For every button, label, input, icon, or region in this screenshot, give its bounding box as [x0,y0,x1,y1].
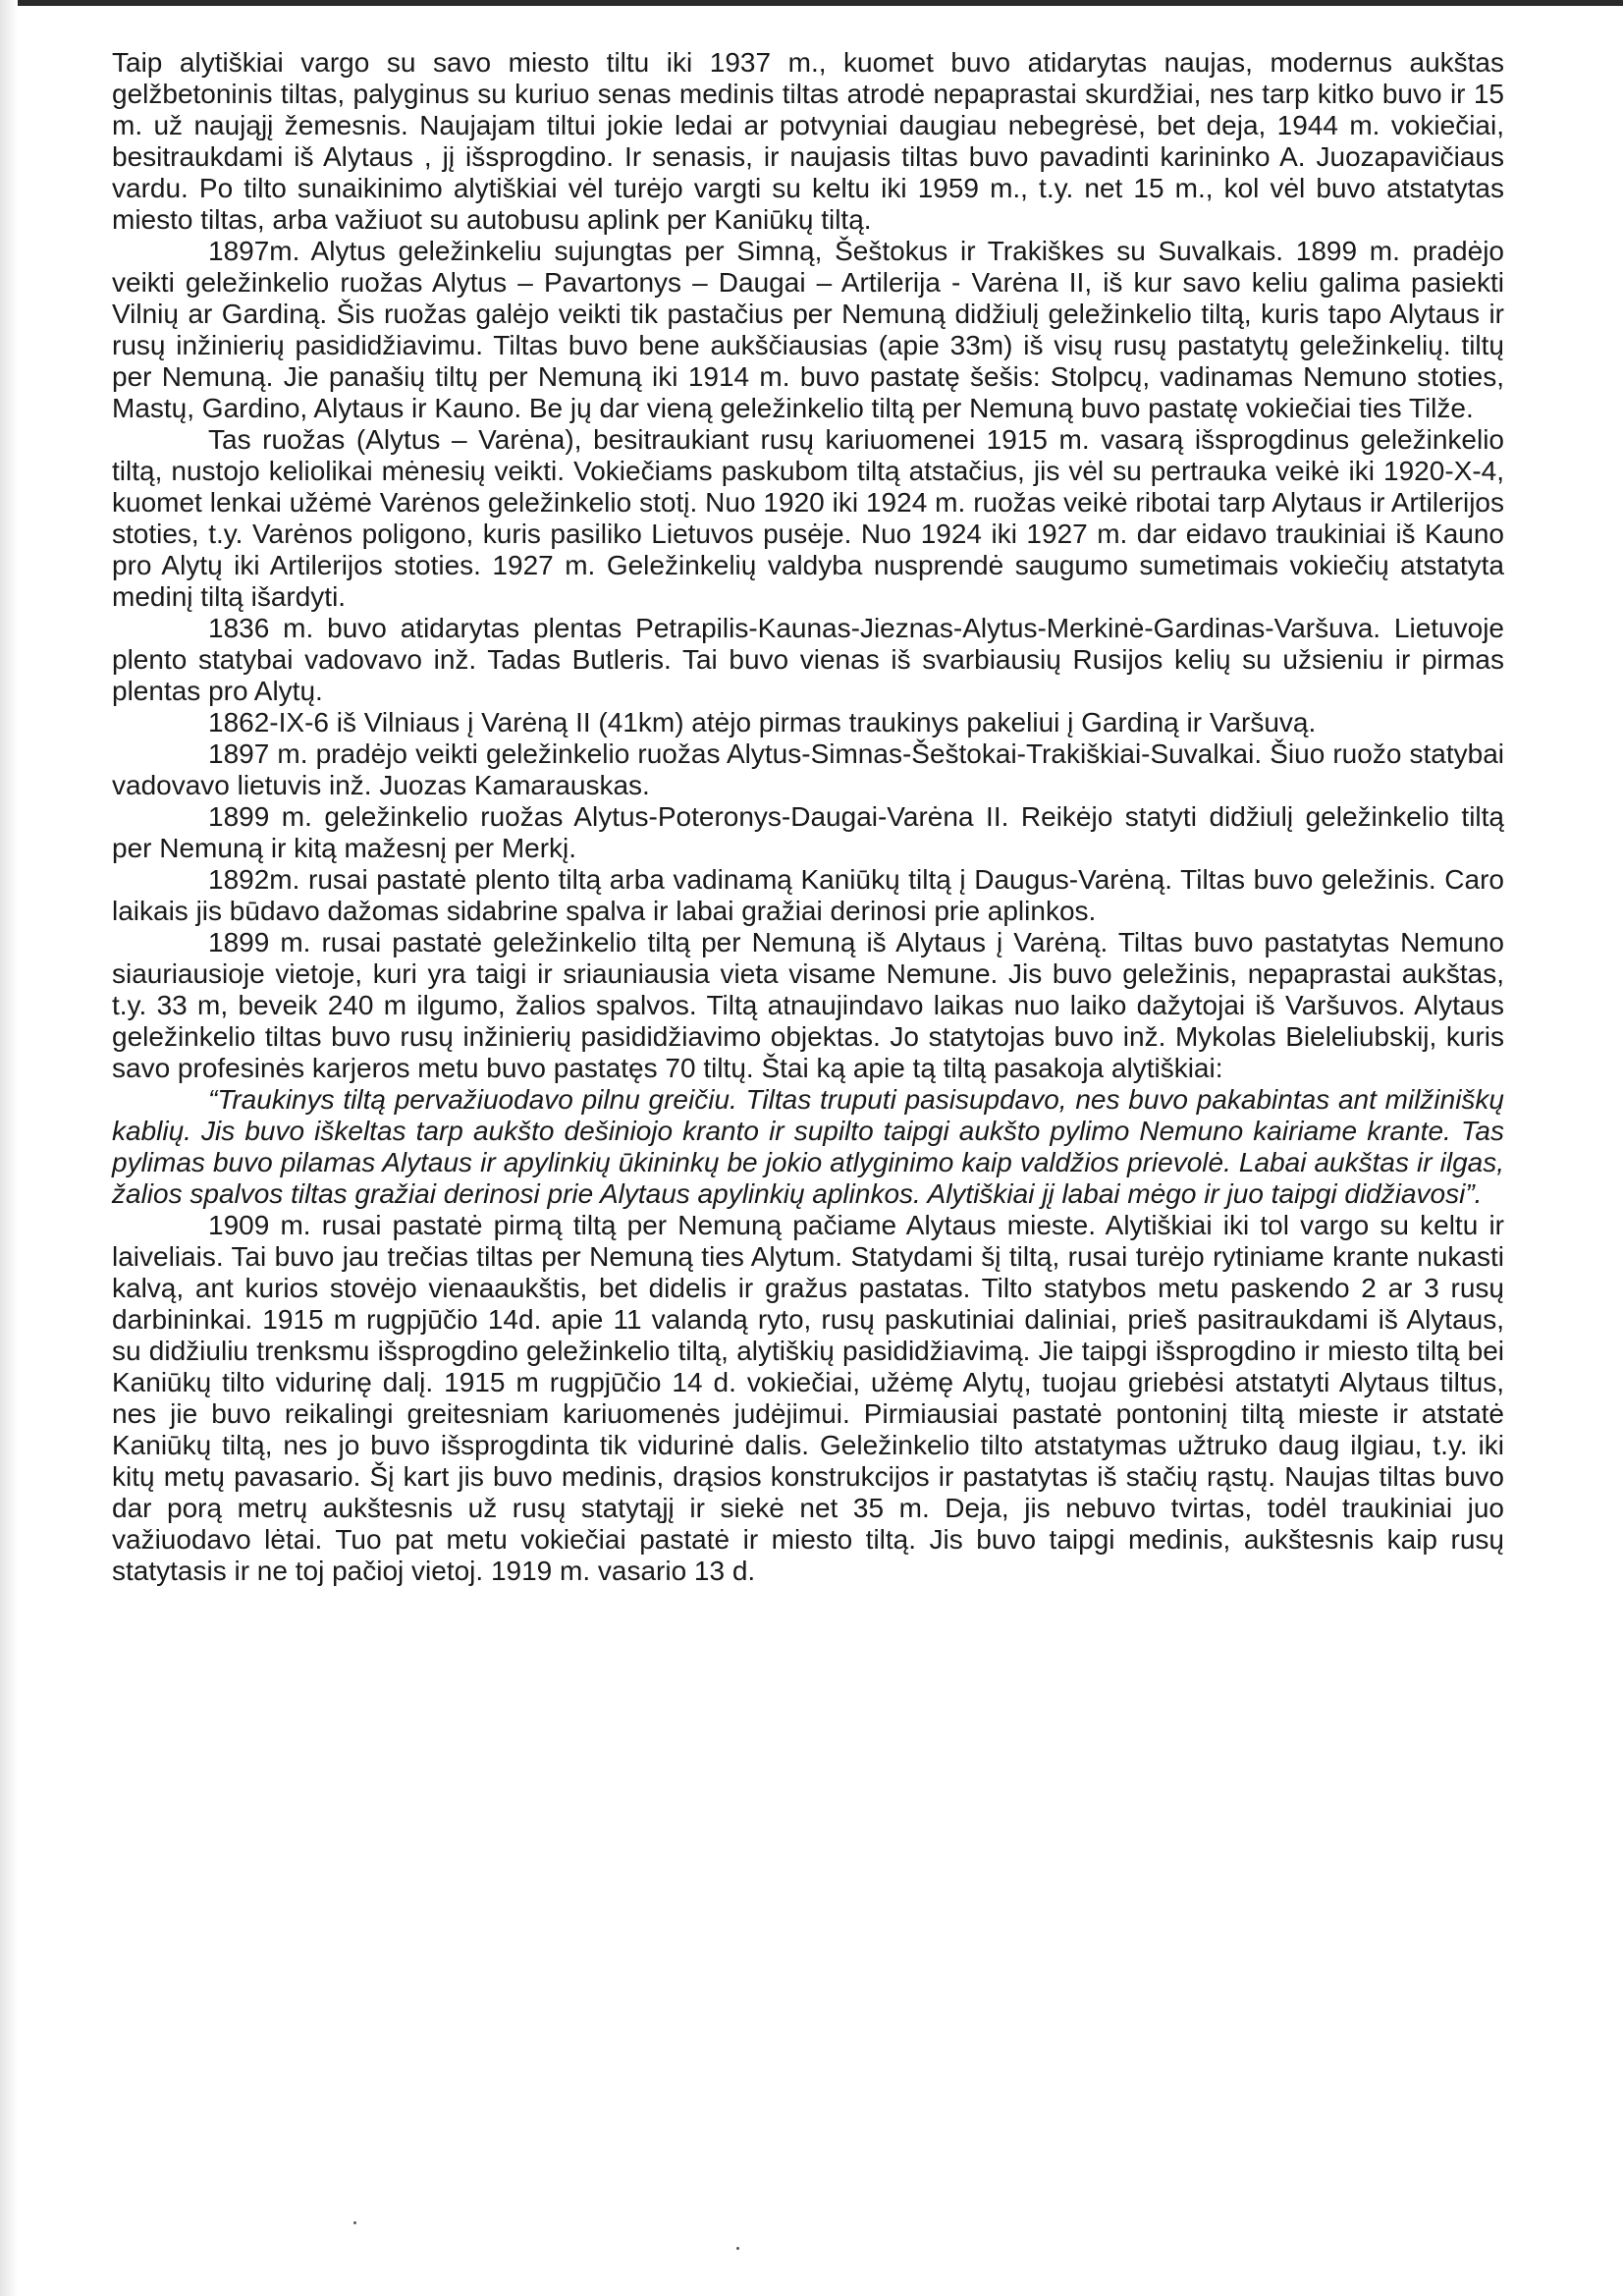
paragraph-railway-1897: 1897m. Alytus geležinkeliu sujungtas per Simną, Šeštokus ir Trakiškes su Suvalkais. 1899 m. pradėjo veikti geležinkelio ruožas Alytus – Pavartonys – Daugai – Artilerija - Varėna II, iš kur savo keliu galima pasiekti Vilnių ar Gardiną. Šis ruožas galėjo veikti tik pastačius per Nemuną didžiulį geležinkelio tiltą, kuris tapo Alytaus ir rusų inžinierių pasididžiavimu. Tiltas buvo bene aukščiausias (apie 33m) iš visų rusų pastatytų geležinkelių. tiltų per Nemuną. Jie panašių tiltų per Nemuną iki 1914 m. buvo pastatę šešis: Stolpcų, vadinamas Nemuno stoties, Mastų, Gardino, Alytaus ir Kauno. Be jų dar vieną geležinkelio tiltą per Nemuną buvo pastatę vokiečiai ties Tilže. [112,236,1504,423]
scan-speck [353,2221,356,2224]
scan-left-shadow [0,0,18,2296]
paragraph-bridge-1937: Taip alytiškiai vargo su savo miesto tiltu iki 1937 m., kuomet buvo atidarytas naujas, modernus aukštas gelžbetoninis tiltas, palyginus su kuriuo senas medinis tiltas atrodė nepaprastai skurdžiai, nes tarp kitko buvo ir 15 m. už naująjį žemesnis. Naujajam tiltui jokie ledai ar potvyniai daugiau nebegrėsė, bet deja, 1944 m. vokiečiai, besitraukdami iš Alytaus , jį išsprogdino. Ir senasis, ir naujasis tiltas buvo pavadinti karininko A. Juozapavičiaus vardu. Po tilto sunaikinimo alytiškiai vėl turėjo vargti su keltu iki 1959 m., t.y. net 15 m., kol vėl buvo atstatytas miesto tiltas, arba važiuot su autobusu aplink per Kaniūkų tiltą. [112,47,1504,235]
paragraph-highway-1836: 1836 m. buvo atidarytas plentas Petrapilis-Kaunas-Jieznas-Alytus-Merkinė-Gardinas-Varšuva. Lietuvoje plento statybai vadovavo inž. Tadas Butleris. Tai buvo vienas iš svarbiausių Rusijos kelių su užsieniu ir pirmas plentas pro Alytų. [112,613,1504,706]
scan-top-edge [0,0,1623,6]
paragraph-railway-1899: 1899 m. geležinkelio ruožas Alytus-Poteronys-Daugai-Varėna II. Reikėjo statyti didžiulį geležinkelio tiltą per Nemuną ir kitą mažesnį per Merkį. [112,801,1504,863]
paragraph-railway-1897-suvalkai: 1897 m. pradėjo veikti geležinkelio ruožas Alytus-Simnas-Šeštokai-Trakiškiai-Suvalkai. Šiuo ruožo statybai vadovavo lietuvis inž. Juozas Kamarauskas. [112,738,1504,800]
paragraph-alytus-varena-line: Tas ruožas (Alytus – Varėna), besitraukiant rusų kariuomenei 1915 m. vasarą išsprogdinus geležinkelio tiltą, nustojo keliolikai mėnesių veikti. Vokiečiams paskubom tiltą atstačius, jis vėl su pertrauka veikė iki 1920-X-4, kuomet lenkai užėmė Varėnos geležinkelio stotį. Nuo 1920 iki 1924 m. ruožas veikė ribotai tarp Alytaus ir Artilerijos stoties, t.y. Varėnos poligono, kuris pasiliko Lietuvos pusėje. Nuo 1924 iki 1927 m. dar eidavo traukiniai iš Kauno pro Alytų iki Artilerijos stoties. 1927 m. Geležinkelių valdyba nusprendė saugumo sumetimais vokiečių atstatyta medinį tiltą išardyti. [112,424,1504,612]
paragraph-kaniukai-bridge-1892: 1892m. rusai pastatė plento tiltą arba vadinamą Kaniūkų tiltą į Daugus-Varėną. Tiltas buvo geležinis. Caro laikais jis būdavo dažomas sidabrine spalva ir labai gražiai derinosi prie aplinkos. [112,864,1504,926]
scan-speck [736,2247,739,2250]
paragraph-city-bridge-1909: 1909 m. rusai pastatė pirmą tiltą per Nemuną pačiame Alytaus mieste. Alytiškiai iki tol vargo su keltu ir laiveliais. Tai buvo jau trečias tiltas per Nemuną ties Alytum. Statydami šį tiltą, rusai turėjo rytiniame krante nukasti kalvą, ant kurios stovėjo vienaaukštis, bet didelis ir gražus pastatas. Tilto statybos metu paskendo 2 ar 3 rusų darbininkai. 1915 m rugpjūčio 14d. apie 11 valandą ryto, rusų paskutiniai daliniai, prieš pasitraukdami iš Alytaus, su didžiuliu trenksmu išsprogdino geležinkelio tiltą, alytiškių pasididžiavimą. Jie taipgi išsprogdino ir miesto tiltą bei Kaniūkų tilto vidurinę dalį. 1915 m rugpjūčio 14 d. vokiečiai, užėmę Alytų, tuojau griebėsi atstatyti Alytaus tiltus, nes jie buvo reikalingi greitesniam kariuomenės judėjimui. Pirmiausiai pastatė pontoninį tiltą mieste ir atstatė Kaniūkų tiltą, nes jo buvo išsprogdinta tik vidurinė dalis. Geležinkelio tilto atstatymas užtruko daug ilgiau, t.y. iki kitų metų pavasario. Šį kart jis buvo medinis, drąsios konstrukcijos ir pastatytas iš stačių rąstų. Naujas tiltas buvo dar porą metrų aukštesnis už rusų statytąjį ir siekė net 35 m. Deja, jis nebuvo tvirtas, todėl traukiniai juo važiuodavo lėtai. Tuo pat metu vokiečiai pastatė ir miesto tiltą. Jis buvo taipgi medinis, aukštesnis kaip rusų statytasis ir ne toj pačioj vietoj. 1919 m. vasario 13 d. [112,1210,1504,1586]
paragraph-railway-bridge-1899: 1899 m. rusai pastatė geležinkelio tiltą per Nemuną iš Alytaus į Varėną. Tiltas buvo pastatytas Nemuno siauriausioje vietoje, kuri yra taigi ir sriauniausia vieta visame Nemune. Jis buvo geležinis, nepaprastai aukštas, t.y. 33 m, beveik 240 m ilgumo, žalios spalvos. Tiltą atnaujindavo laikas nuo laiko dažytojai iš Varšuvos. Alytaus geležinkelio tiltas buvo rusų inžinierių pasididžiavimo objektas. Jo statytojas buvo inž. Mykolas Bieleliubskij, kuris savo profesinės karjeros metu buvo pastatęs 70 tiltų. Štai ką apie tą tiltą pasakoja alytiškiai: [112,927,1504,1083]
quote-alytiskiai: “Traukinys tiltą pervažiuodavo pilnu greičiu. Tiltas truputi pasisupdavo, nes buvo pakabintas ant milžiniškų kablių. Jis buvo iškeltas tarp aukšto dešiniojo kranto ir supilto taipgi aukšto pylimo Nemuno kairiame krante. Tas pylimas buvo pilamas Alytaus ir apylinkių ūkininkų be jokio atlyginimo kaip valdžios prievolė. Labai aukštas ir ilgas, žalios spalvos tiltas gražiai derinosi prie Alytaus apylinkių aplinkos. Alytiškiai jį labai mėgo ir juo taipgi didžiavosi”. [112,1084,1504,1209]
paragraph-train-1862: 1862-IX-6 iš Vilniaus į Varėną II (41km) atėjo pirmas traukinys pakeliui į Gardiną ir Varšuvą. [208,707,1317,738]
document-body [112,47,1504,1587]
